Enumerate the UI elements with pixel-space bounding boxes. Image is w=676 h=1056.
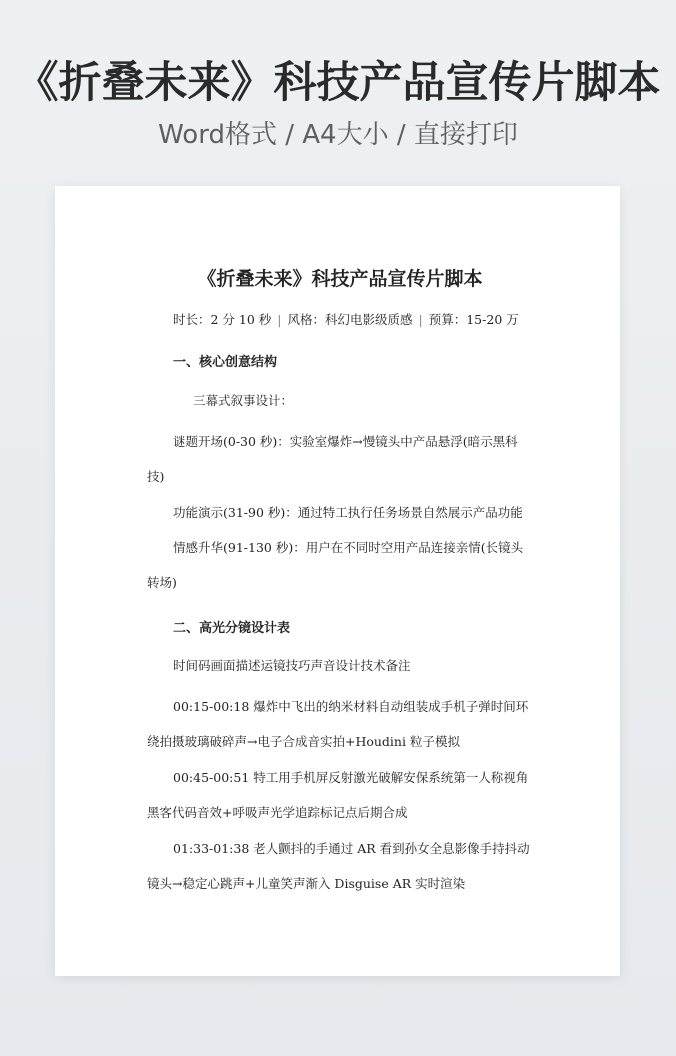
banner-subtitle: Word格式 / A4大小 / 直接打印 bbox=[158, 120, 518, 150]
table-header: 时间码画面描述运镜技巧声音设计技术备注 bbox=[173, 658, 411, 673]
storyboard-row: 00:15-00:18 爆炸中飞出的纳米材料自动组装成手机子弹时间环绕拍摄玻璃破碎声→电子合成音实拍+Houdini 粒子模拟 bbox=[147, 699, 529, 749]
document-meta bbox=[173, 310, 519, 328]
document-title: 《折叠未来》科技产品宣传片脚本 bbox=[197, 268, 483, 290]
meta-separator: | bbox=[418, 312, 423, 327]
document-page bbox=[55, 186, 620, 976]
storyboard-row: 00:45-00:51 特工用手机屏反射激光破解安保系统第一人称视角黑客代码音效+呼吸声光学追踪标记点后期合成 bbox=[147, 770, 529, 820]
banner-title: 《折叠未来》科技产品宣传片脚本 bbox=[15, 58, 661, 108]
act-paragraph: 情感升华(91-130 秒)：用户在不同时空用产品连接亲情(长镜头转场) bbox=[147, 540, 524, 590]
meta-style: 风格：科幻电影级质感 bbox=[287, 312, 413, 327]
storyboard-row: 01:33-01:38 老人颤抖的手通过 AR 看到孙女全息影像手持抖动镜头→稳定心跳声+儿童笑声渐入 Disguise AR 实时渲染 bbox=[147, 841, 530, 891]
meta-duration: 时长：2 分 10 秒 bbox=[173, 312, 272, 327]
meta-separator: | bbox=[277, 312, 282, 327]
section-heading-storyboard: 二、高光分镜设计表 bbox=[173, 621, 291, 636]
structure-intro: 三幕式叙事设计： bbox=[193, 393, 294, 408]
meta-budget: 预算：15-20 万 bbox=[428, 312, 519, 327]
act-paragraph: 功能演示(31-90 秒)：通过特工执行任务场景自然展示产品功能 bbox=[173, 505, 523, 520]
section-heading-structure: 一、核心创意结构 bbox=[173, 355, 278, 370]
act-paragraph: 谜题开场(0-30 秒)：实验室爆炸→慢镜头中产品悬浮(暗示黑科技) bbox=[147, 434, 518, 484]
